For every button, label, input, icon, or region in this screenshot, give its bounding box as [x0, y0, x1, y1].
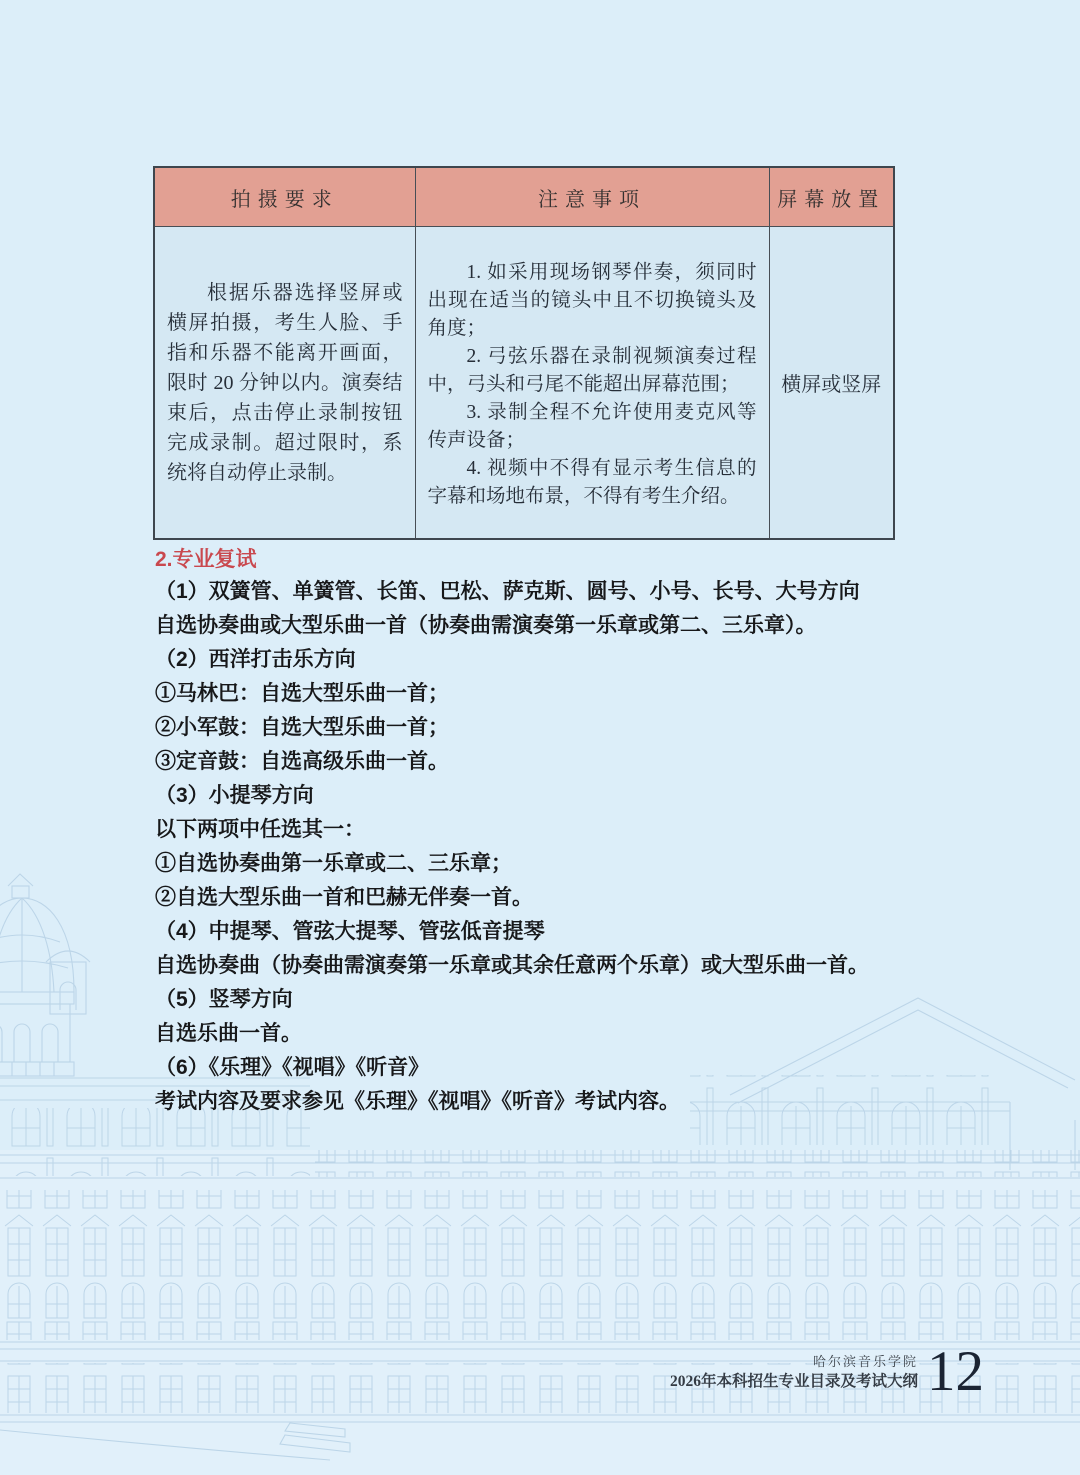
note-item: 4. 视频中不得有显示考生信息的字幕和场地布景，不得有考生介绍。 [427, 457, 757, 507]
cell-shooting-requirements [154, 227, 415, 540]
note-item: 1. 如采用现场钢琴伴奏，须同时出现在适当的镜头中且不切换镜头及角度； [427, 261, 757, 339]
col-header-screen: 屏幕放置 [769, 167, 894, 227]
exam-requirement-lines [155, 575, 935, 1119]
text-line: 以下两项中任选其一： [155, 818, 365, 841]
text-line: ①自选协奏曲第一乐章或二、三乐章； [155, 852, 512, 875]
col-header-notes: 注意事项 [415, 167, 769, 227]
text-line: ②自选大型乐曲一首和巴赫无伴奏一首。 [155, 886, 533, 909]
footer-institution: 哈尔滨音乐学院 [812, 1353, 918, 1369]
text-line: ②小军鼓：自选大型乐曲一首； [155, 716, 449, 739]
page-footer [669, 1340, 984, 1403]
text-line: ①马林巴：自选大型乐曲一首； [155, 682, 449, 705]
note-item: 3. 录制全程不允许使用麦克风等传声设备； [427, 401, 757, 451]
text-line: 考试内容及要求参见《乐理》《视唱》《听音》考试内容。 [155, 1090, 680, 1113]
text-line: （6）《乐理》《视唱》《听音》 [155, 1056, 430, 1079]
recording-requirements-table [153, 166, 895, 540]
shooting-requirements-text: 根据乐器选择竖屏或横屏拍摄，考生人脸、手指和乐器不能离开画面，限时 20 分钟以内。演奏结束后，点击停止录制按钮完成录制。超过限时，系统将自动停止录制。 [167, 281, 403, 484]
text-line: （4）中提琴、管弦大提琴、管弦低音提琴 [155, 920, 545, 943]
text-line: 自选协奏曲（协奏曲需演奏第一乐章或其余任意两个乐章）或大型乐曲一首。 [155, 954, 869, 977]
text-line: 自选协奏曲或大型乐曲一首（协奏曲需演奏第一乐章或第二、三乐章）。 [155, 614, 817, 637]
text-line: （2）西洋打击乐方向 [155, 648, 356, 671]
cell-screen-placement [769, 227, 894, 540]
cell-notes [415, 227, 769, 540]
text-line: 自选乐曲一首。 [155, 1022, 302, 1045]
text-line: （3）小提琴方向 [155, 784, 314, 807]
screen-placement-text: 横屏或竖屏 [781, 374, 882, 396]
text-line: （5）竖琴方向 [155, 988, 293, 1011]
table-body-row [154, 227, 894, 540]
note-item: 2. 弓弦乐器在录制视频演奏过程中，弓头和弓尾不能超出屏幕范围； [427, 345, 757, 395]
section-title-professional-retest: 2.专业复试 [155, 548, 257, 571]
table-header-row [154, 167, 894, 227]
text-line: （1）双簧管、单簧管、长笛、巴松、萨克斯、圆号、小号、长号、大号方向 [155, 580, 860, 603]
footer-text [670, 1352, 918, 1393]
text-line: ③定音鼓：自选高级乐曲一首。 [155, 750, 449, 773]
col-header-shooting: 拍摄要求 [154, 167, 415, 227]
page-number: 12 [927, 1340, 984, 1403]
footer-document-title: 2026年本科招生专业目录及考试大纲 [669, 1372, 918, 1390]
